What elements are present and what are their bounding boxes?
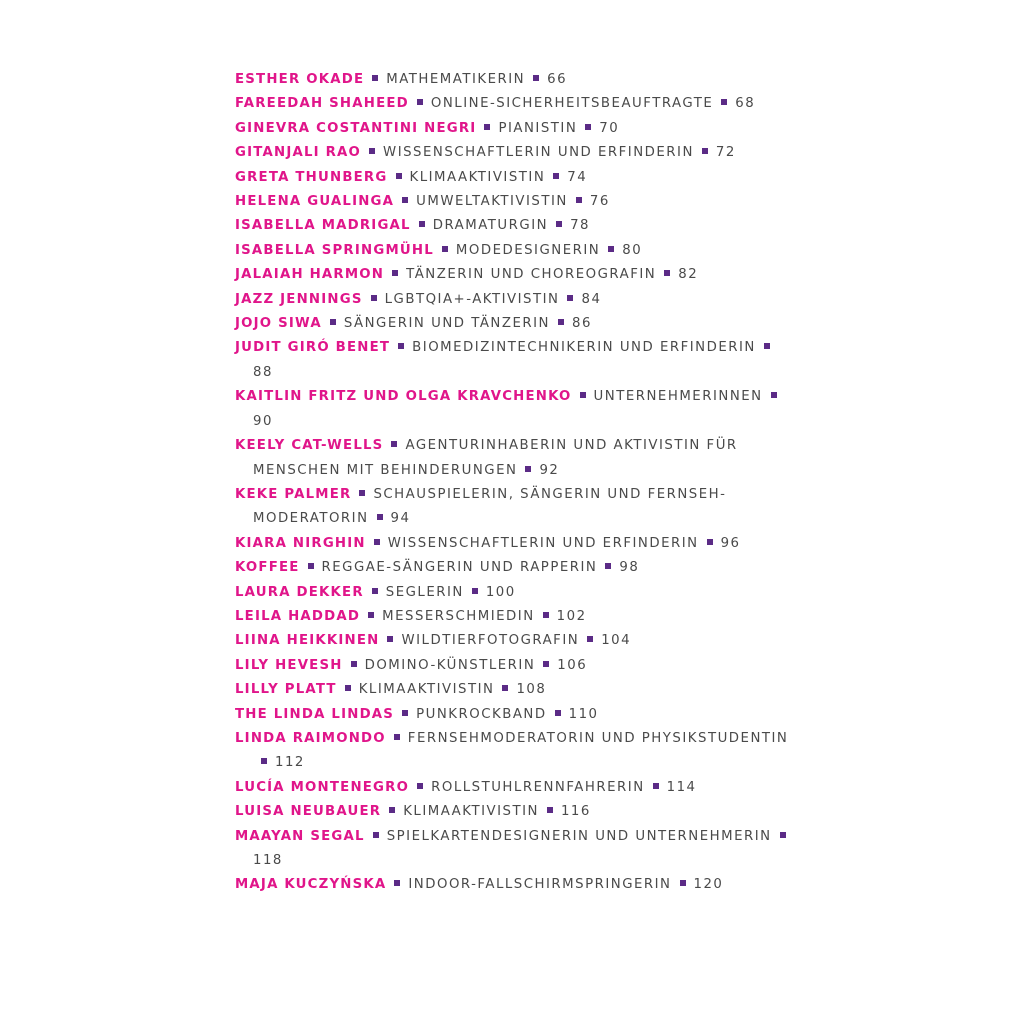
entry-name: JUDIT GIRÓ BENET <box>235 340 391 356</box>
separator-square-icon <box>394 734 400 740</box>
separator-square-icon <box>605 563 611 569</box>
toc-entry <box>235 654 795 678</box>
separator-square-icon <box>368 612 374 618</box>
toc-entry <box>235 605 795 629</box>
toc-entry <box>235 166 795 190</box>
entry-page-number: 102 <box>556 608 587 624</box>
entry-page-number: 68 <box>735 96 756 112</box>
entry-page-number: 106 <box>557 657 588 673</box>
separator-square-icon <box>402 710 408 716</box>
toc-entry <box>235 263 795 287</box>
entry-page-number: 92 <box>539 462 560 478</box>
separator-square-icon <box>417 783 423 789</box>
entry-name: MAJA KUCZYŃSKA <box>235 877 387 893</box>
entry-page-number: 96 <box>720 535 741 551</box>
separator-square-icon <box>555 710 561 716</box>
entry-page-number: 118 <box>253 853 283 868</box>
entry-name: GITANJALI RAO <box>235 145 362 161</box>
entry-description: SEGLERIN <box>385 584 464 600</box>
entry-description: DOMINO-KÜNSTLERIN <box>364 657 536 673</box>
entry-description: WISSENSCHAFTLERIN UND ERFINDERIN <box>387 535 699 551</box>
entry-description: ONLINE-SICHERHEITSBEAUFTRAGTE <box>430 96 714 112</box>
toc-entry <box>235 239 795 263</box>
entry-description: KLIMAAKTIVISTIN <box>403 804 539 820</box>
entry-name: JOJO SIWA <box>235 316 322 332</box>
entry-description: MESSERSCHMIEDIN <box>382 608 535 624</box>
separator-square-icon <box>472 588 478 594</box>
entry-description: SÄNGERIN UND TÄNZERIN <box>343 316 550 332</box>
entry-name: MAAYAN SEGAL <box>235 828 365 844</box>
toc-entry <box>235 483 795 532</box>
separator-square-icon <box>359 490 365 496</box>
entry-description: FERNSEHMODERATORIN UND PHYSIKSTUDENTIN <box>407 730 789 746</box>
separator-square-icon <box>780 832 786 838</box>
separator-square-icon <box>351 661 357 667</box>
entry-name: LINDA RAIMONDO <box>235 730 386 746</box>
separator-square-icon <box>653 783 659 789</box>
entry-page-number: 72 <box>715 145 736 161</box>
toc-entry <box>235 385 795 434</box>
toc-entry <box>235 678 795 702</box>
toc-entry <box>235 532 795 556</box>
separator-square-icon <box>702 148 708 154</box>
separator-square-icon <box>392 270 398 276</box>
entry-name: KEELY CAT-WELLS <box>235 438 384 454</box>
entry-description: MODEDESIGNERIN <box>455 242 601 258</box>
separator-square-icon <box>580 392 586 398</box>
separator-square-icon <box>502 685 508 691</box>
toc-entry <box>235 117 795 141</box>
separator-square-icon <box>680 880 686 886</box>
entry-page-number: 66 <box>547 72 568 87</box>
toc-entry <box>235 727 795 776</box>
entry-description: DRAMATURGIN <box>432 218 549 234</box>
entry-name: GINEVRA COSTANTINI NEGRI <box>235 120 477 136</box>
separator-square-icon <box>547 807 553 813</box>
separator-square-icon <box>396 173 402 179</box>
separator-square-icon <box>771 392 777 398</box>
entry-page-number: 108 <box>516 682 547 698</box>
entry-description: TÄNZERIN UND CHOREOGRAFIN <box>406 267 657 283</box>
entry-description: WILDTIERFOTOGRAFIN <box>401 633 580 649</box>
entry-name: LEILA HADDAD <box>235 608 361 624</box>
entry-name: JAZZ JENNINGS <box>235 291 363 307</box>
separator-square-icon <box>402 197 408 203</box>
entry-page-number: 90 <box>253 413 273 429</box>
toc-entry <box>235 703 795 727</box>
entry-page-number: 120 <box>693 877 724 893</box>
separator-square-icon <box>525 466 531 472</box>
separator-square-icon <box>371 295 377 301</box>
entry-description: UNTERNEHMERINNEN <box>593 389 763 405</box>
entry-page-number: 74 <box>567 169 588 185</box>
toc-entry <box>235 288 795 312</box>
separator-square-icon <box>391 441 397 447</box>
entry-name: ISABELLA SPRINGMÜHL <box>235 242 434 258</box>
separator-square-icon <box>387 636 393 642</box>
separator-square-icon <box>543 661 549 667</box>
entry-page-number: 94 <box>390 511 411 527</box>
entry-page-number: 100 <box>485 584 516 600</box>
separator-square-icon <box>389 807 395 813</box>
toc-entry <box>235 312 795 336</box>
entry-description: WISSENSCHAFTLERIN UND ERFINDERIN <box>383 145 694 161</box>
separator-square-icon <box>556 221 562 227</box>
entry-description: REGGAE-SÄNGERIN UND RAPPERIN <box>321 560 598 576</box>
toc-entry <box>235 190 795 214</box>
toc-entry <box>235 825 795 874</box>
entry-page-number: 76 <box>589 194 610 210</box>
separator-square-icon <box>374 539 380 545</box>
entry-page-number: 80 <box>622 242 643 258</box>
entry-description: PIANISTIN <box>498 120 578 136</box>
separator-square-icon <box>543 612 549 618</box>
entry-name: ISABELLA MADRIGAL <box>235 218 411 234</box>
entry-description: PUNKROCKBAND <box>416 706 547 722</box>
entry-name: KEKE PALMER <box>235 486 352 502</box>
separator-square-icon <box>308 563 314 569</box>
table-of-contents <box>235 68 795 898</box>
entry-description: SCHAUSPIELERIN, SÄNGERIN UND FERNSEHMODERATORIN <box>253 486 725 527</box>
entry-name: THE LINDA LINDAS <box>235 706 395 722</box>
entry-description: KLIMAAKTIVISTIN <box>358 682 495 698</box>
separator-square-icon <box>442 246 448 252</box>
entry-page-number: 110 <box>568 706 599 722</box>
separator-square-icon <box>417 99 423 105</box>
separator-square-icon <box>567 295 573 301</box>
entry-name: KOFFEE <box>235 560 300 576</box>
toc-entry <box>235 776 795 800</box>
separator-square-icon <box>553 173 559 179</box>
separator-square-icon <box>707 539 713 545</box>
entry-name: LILY HEVESH <box>235 657 343 673</box>
separator-square-icon <box>261 758 267 764</box>
toc-entry <box>235 92 795 116</box>
toc-entry <box>235 336 795 385</box>
separator-square-icon <box>664 270 670 276</box>
entry-page-number: 98 <box>619 560 640 576</box>
entry-page-number: 70 <box>599 120 620 136</box>
entry-name: LILLY PLATT <box>235 682 337 698</box>
entry-name: JALAIAH HARMON <box>235 267 385 283</box>
separator-square-icon <box>398 343 404 349</box>
entry-page-number: 112 <box>275 755 305 771</box>
entry-description: ROLLSTUHLRENNFAHRERIN <box>431 779 645 795</box>
toc-entry <box>235 68 795 92</box>
toc-entry <box>235 800 795 824</box>
separator-square-icon <box>345 685 351 691</box>
entry-page-number: 84 <box>581 291 602 307</box>
entry-page-number: 88 <box>253 364 273 380</box>
separator-square-icon <box>372 75 378 81</box>
entry-page-number: 114 <box>666 779 697 795</box>
entry-name: LUCÍA MONTENEGRO <box>235 779 410 795</box>
entry-name: KAITLIN FRITZ UND OLGA KRAVCHENKO <box>235 389 572 405</box>
toc-entry <box>235 214 795 238</box>
separator-square-icon <box>394 880 400 886</box>
entry-name: GRETA THUNBERG <box>235 169 388 185</box>
entry-description: KLIMAAKTIVISTIN <box>409 169 546 185</box>
entry-name: ESTHER OKADE <box>235 72 365 87</box>
separator-square-icon <box>484 124 490 130</box>
entry-page-number: 104 <box>601 633 632 649</box>
entry-page-number: 78 <box>570 218 590 234</box>
separator-square-icon <box>764 343 770 349</box>
toc-entry <box>235 434 795 483</box>
toc-entry <box>235 141 795 165</box>
separator-square-icon <box>372 588 378 594</box>
entry-name: LUISA NEUBAUER <box>235 804 382 820</box>
toc-entry <box>235 629 795 653</box>
entry-page-number: 86 <box>572 316 592 332</box>
separator-square-icon <box>587 636 593 642</box>
separator-square-icon <box>419 221 425 227</box>
entry-name: LIINA HEIKKINEN <box>235 633 380 649</box>
separator-square-icon <box>377 514 383 520</box>
entry-description: MATHEMATIKERIN <box>386 72 526 87</box>
entry-description: AGENTURINHABERIN UND AKTIVISTIN FÜR MENSCHEN MIT BEHINDERUNGEN <box>253 438 738 478</box>
separator-square-icon <box>330 319 336 325</box>
separator-square-icon <box>585 124 591 130</box>
toc-entry <box>235 556 795 580</box>
separator-square-icon <box>558 319 564 325</box>
entry-page-number: 82 <box>678 267 699 283</box>
separator-square-icon <box>608 246 614 252</box>
entry-name: KIARA NIRGHIN <box>235 535 366 551</box>
separator-square-icon <box>721 99 727 105</box>
entry-name: FAREEDAH SHAHEED <box>235 96 409 112</box>
entry-description: BIOMEDIZINTECHNIKERIN UND ERFINDERIN <box>412 340 756 356</box>
entry-description: UMWELTAKTIVISTIN <box>416 194 568 210</box>
entry-description: LGBTQIA+-AKTIVISTIN <box>384 291 560 307</box>
entry-name: HELENA GUALINGA <box>235 194 395 210</box>
entry-description: INDOOR-FALLSCHIRMSPRINGERIN <box>408 877 672 893</box>
separator-square-icon <box>373 832 379 838</box>
separator-square-icon <box>533 75 539 81</box>
separator-square-icon <box>576 197 582 203</box>
toc-entry <box>235 581 795 605</box>
entry-description: SPIELKARTENDESIGNERIN UND UNTERNEHMERIN <box>386 828 772 844</box>
toc-entry <box>235 873 795 897</box>
entry-name: LAURA DEKKER <box>235 584 364 600</box>
entry-page-number: 116 <box>560 804 591 820</box>
separator-square-icon <box>369 148 375 154</box>
